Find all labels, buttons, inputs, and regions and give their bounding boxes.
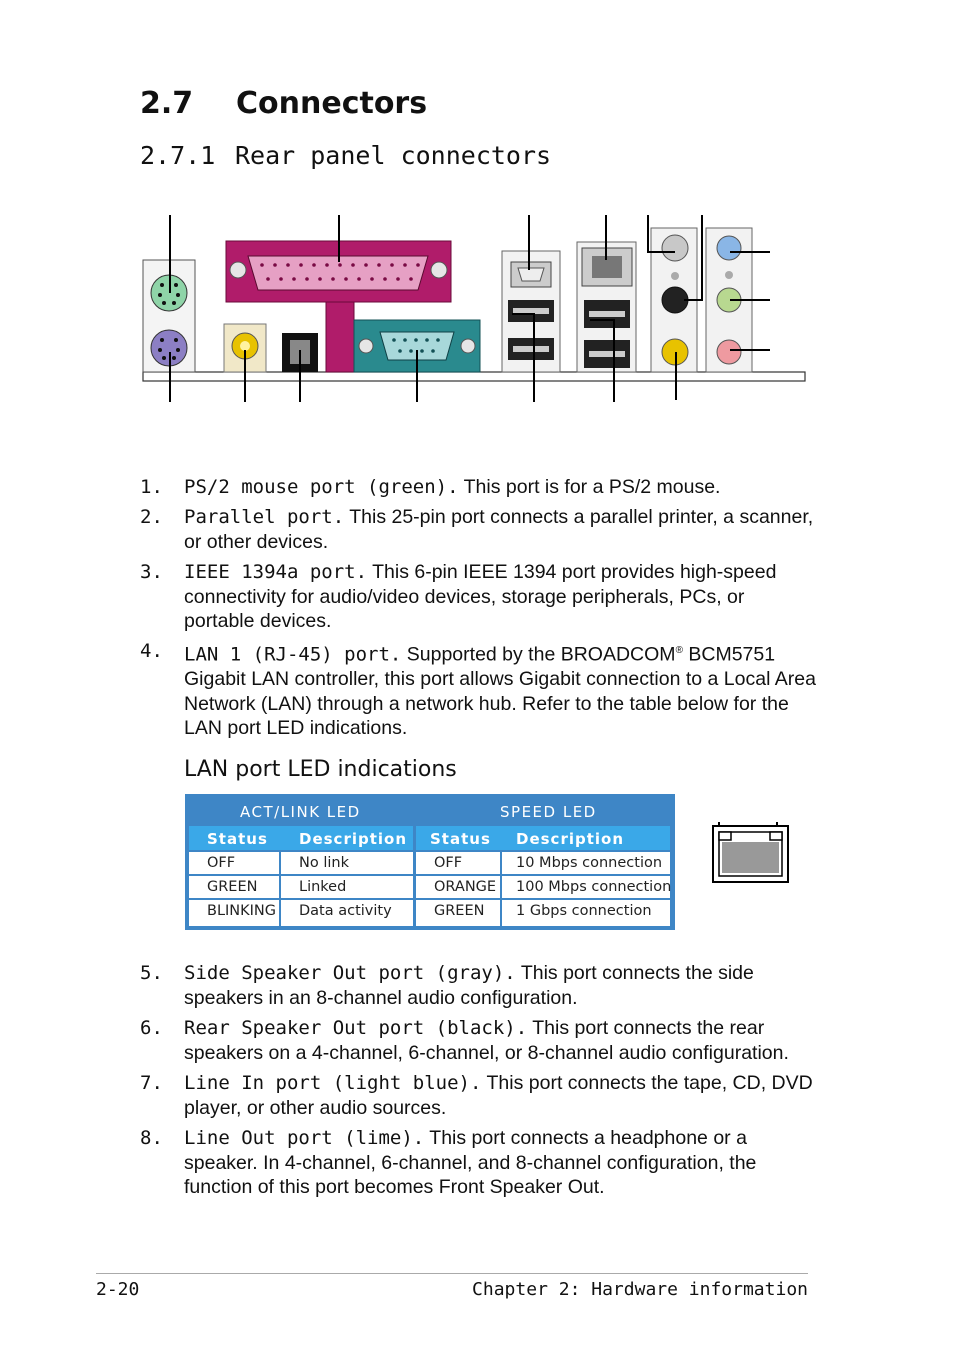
section-title-text: Connectors [236, 86, 428, 121]
subsection-title-text: Rear panel connectors [235, 141, 552, 170]
col-status: Status [430, 830, 491, 848]
col-description: Description [516, 830, 625, 848]
group-act-link: ACT/LINK LED [240, 803, 361, 821]
item-text: This port is for a PS/2 mouse. [463, 476, 721, 498]
rear-panel-diagram [0, 0, 954, 420]
footer-divider [96, 1273, 808, 1274]
table-cell: 10 Mbps connection [502, 852, 670, 874]
table-cell: Linked [281, 876, 413, 898]
item-heading: Side Speaker Out port (gray). [184, 962, 516, 984]
item-text: This 6-pin IEEE 1394 port provides high-speed connectivity for audio/video devices, storage peripherals, PCs, or portable devices. [184, 561, 777, 632]
col-status: Status [207, 830, 268, 848]
list-item [140, 475, 820, 500]
list-item [140, 505, 820, 554]
item-number: 3. [140, 561, 163, 583]
led-indications-table [185, 794, 675, 930]
table-cell: GREEN [416, 900, 500, 926]
item-number: 6. [140, 1017, 163, 1039]
list-item [140, 961, 820, 1010]
led-table-heading: LAN port LED indications [184, 757, 457, 782]
chapter-label: Chapter 2: Hardware information [472, 1279, 808, 1300]
table-cell: GREEN [189, 876, 279, 898]
mic-jack [717, 340, 741, 364]
table-cell: 100 Mbps connection [502, 876, 670, 898]
item-heading: IEEE 1394a port. [184, 561, 368, 583]
table-cell: BLINKING [189, 900, 279, 926]
item-text: This port connects the side speakers in an 8-channel audio configuration. [184, 962, 754, 1009]
item-heading: LAN 1 (RJ-45) port. [184, 643, 402, 666]
item-heading: Line In port (light blue). [184, 1072, 482, 1094]
registered-mark: ® [675, 645, 683, 656]
lan-usb-block [577, 242, 636, 372]
line-in-jack [717, 236, 741, 260]
ieee1394-usb-block [502, 251, 560, 372]
section-number: 2.7 [140, 86, 194, 121]
side-speaker-jack [662, 235, 688, 261]
item-text: This 25-pin port connects a parallel printer, a scanner, or other devices. [184, 506, 814, 553]
list-item [140, 1071, 820, 1120]
subsection-number: 2.7.1 [140, 141, 216, 170]
item-number: 1. [140, 476, 163, 498]
item-number: 4. [140, 640, 163, 662]
table-group-header [185, 794, 675, 826]
item-text: This port connects the rear speakers on a 4-channel, 6-channel, or 8-channel audio configuration. [184, 1017, 789, 1064]
column-header-left [189, 826, 413, 850]
item-heading: PS/2 mouse port (green). [184, 476, 459, 498]
group-speed: SPEED LED [500, 803, 597, 821]
item-text-b: BCM5751 Gigabit LAN controller, this port allows Gigabit connection to a Local Area Network (LAN) through a network hub. Refer to the table below for the LAN port LED indications. [184, 643, 816, 739]
table-cell: OFF [189, 852, 279, 874]
table-cell: OFF [416, 852, 500, 874]
column-header-right [416, 826, 670, 850]
page-number: 2-20 [96, 1279, 140, 1300]
table-cell: ORANGE [416, 876, 500, 898]
lan-port-led-icon [705, 815, 795, 887]
panel-base [143, 372, 805, 381]
item-heading: Rear Speaker Out port (black). [184, 1017, 528, 1039]
table-cell: 1 Gbps connection [502, 900, 670, 926]
item-heading: Line Out port (lime). [184, 1127, 425, 1149]
item-number: 2. [140, 506, 163, 528]
table-cell: No link [281, 852, 413, 874]
list-item [140, 639, 820, 741]
item-text: This port connects the tape, CD, DVD player, or other audio sources. [184, 1072, 813, 1119]
table-cell: Data activity [281, 900, 413, 926]
list-item [140, 560, 820, 634]
list-item [140, 1016, 820, 1065]
item-text-a: Supported by the BROADCOM [406, 643, 676, 666]
list-item [140, 1126, 820, 1200]
item-text: This port connects a headphone or a speaker. In 4-channel, 6-channel, and 8-channel configuration, the function of this port becomes Front Speaker Out. [184, 1127, 757, 1198]
item-heading: Parallel port. [184, 506, 345, 528]
item-number: 5. [140, 962, 163, 984]
item-number: 8. [140, 1127, 163, 1149]
item-number: 7. [140, 1072, 163, 1094]
col-description: Description [299, 830, 408, 848]
